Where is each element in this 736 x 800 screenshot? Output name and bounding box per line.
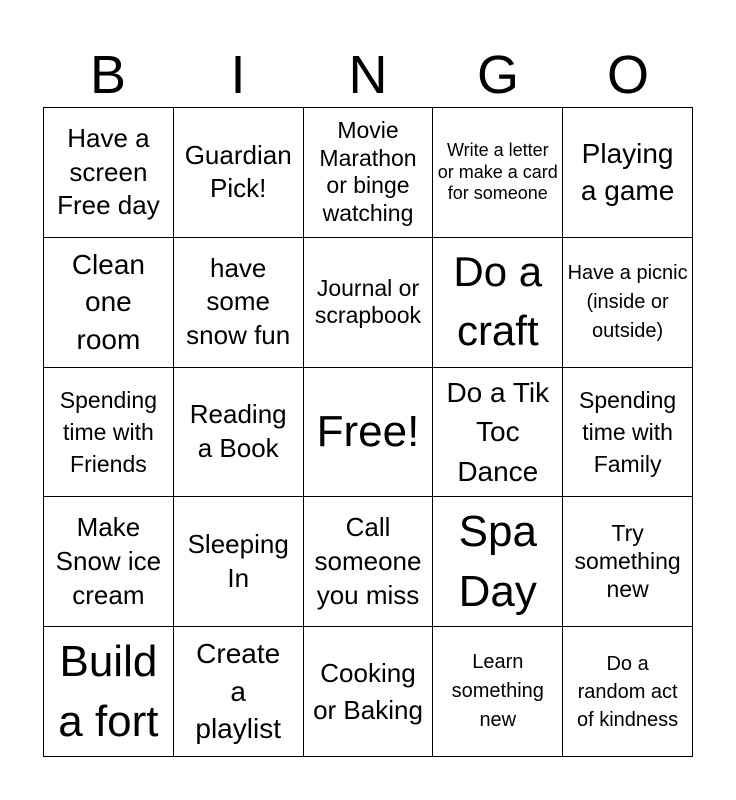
header-letter-b: B [89,45,127,105]
bingo-cell: Spending time with Friends [44,368,174,498]
bingo-cell: Free! [304,368,434,498]
bingo-cell: Build a fort [44,627,174,757]
bingo-cell: Sleeping In [174,497,304,627]
bingo-grid [43,107,693,757]
bingo-cell: Do a craft [433,238,563,368]
bingo-cell: Playing a game [563,108,693,238]
bingo-cell: Learn something new [433,627,563,757]
bingo-cell: Journal or scrapbook [304,238,434,368]
bingo-cell: Do a random act of kindness [563,627,693,757]
bingo-cell: Spending time with Family [563,368,693,498]
bingo-cell: Movie Marathon or binge watching [304,108,434,238]
bingo-cell: Try something new [563,497,693,627]
bingo-cell: Spa Day [433,497,563,627]
bingo-cell: Call someone you miss [304,497,434,627]
bingo-cell: Do a Tik Toc Dance [433,368,563,498]
bingo-cell: Create a playlist [174,627,304,757]
bingo-cell: Make Snow ice cream [44,497,174,627]
bingo-cell: Cooking or Baking [304,627,434,757]
bingo-cell: have some snow fun [174,238,304,368]
bingo-cell: Write a letter or make a card for someone [433,108,563,238]
header-letter-g: G [476,45,519,105]
bingo-cell: Clean one room [44,238,174,368]
header-letter-n: N [348,45,388,105]
header-letter-i: I [230,45,246,105]
bingo-cell: Reading a Book [174,368,304,498]
bingo-cell: Have a picnic (inside or outside) [563,238,693,368]
bingo-header [43,44,693,106]
bingo-cell: Guardian Pick! [174,108,304,238]
header-letter-o: O [606,45,649,105]
bingo-cell: Have a screen Free day [44,108,174,238]
